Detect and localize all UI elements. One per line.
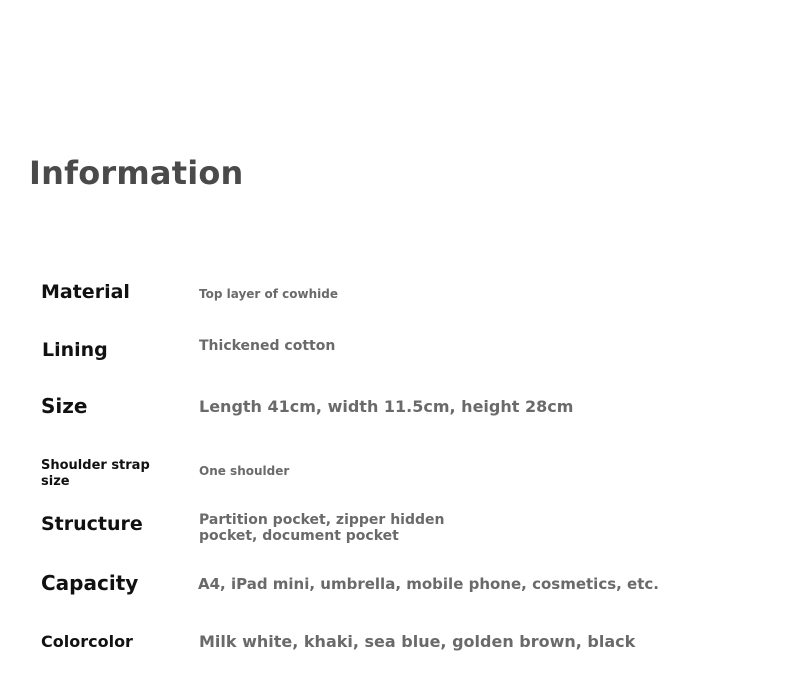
shoulder-strap-label: Shoulder strap size: [41, 458, 150, 489]
material-label: Material: [41, 281, 130, 303]
color-label: Colorcolor: [41, 632, 133, 651]
capacity-label: Capacity: [41, 571, 139, 595]
color-value: Milk white, khaki, sea blue, golden brown, black: [199, 632, 636, 651]
lining-value: Thickened cotton: [199, 338, 336, 354]
structure-value: Partition pocket, zipper hidden pocket, document pocket: [199, 512, 445, 544]
lining-label: Lining: [42, 339, 108, 361]
page-title: Information: [29, 154, 244, 192]
material-value: Top layer of cowhide: [199, 287, 338, 301]
capacity-value: A4, iPad mini, umbrella, mobile phone, cosmetics, etc.: [198, 575, 659, 593]
structure-label: Structure: [41, 513, 143, 535]
size-value: Length 41cm, width 11.5cm, height 28cm: [199, 397, 574, 416]
shoulder-strap-value: One shoulder: [199, 464, 290, 478]
size-label: Size: [41, 394, 88, 418]
